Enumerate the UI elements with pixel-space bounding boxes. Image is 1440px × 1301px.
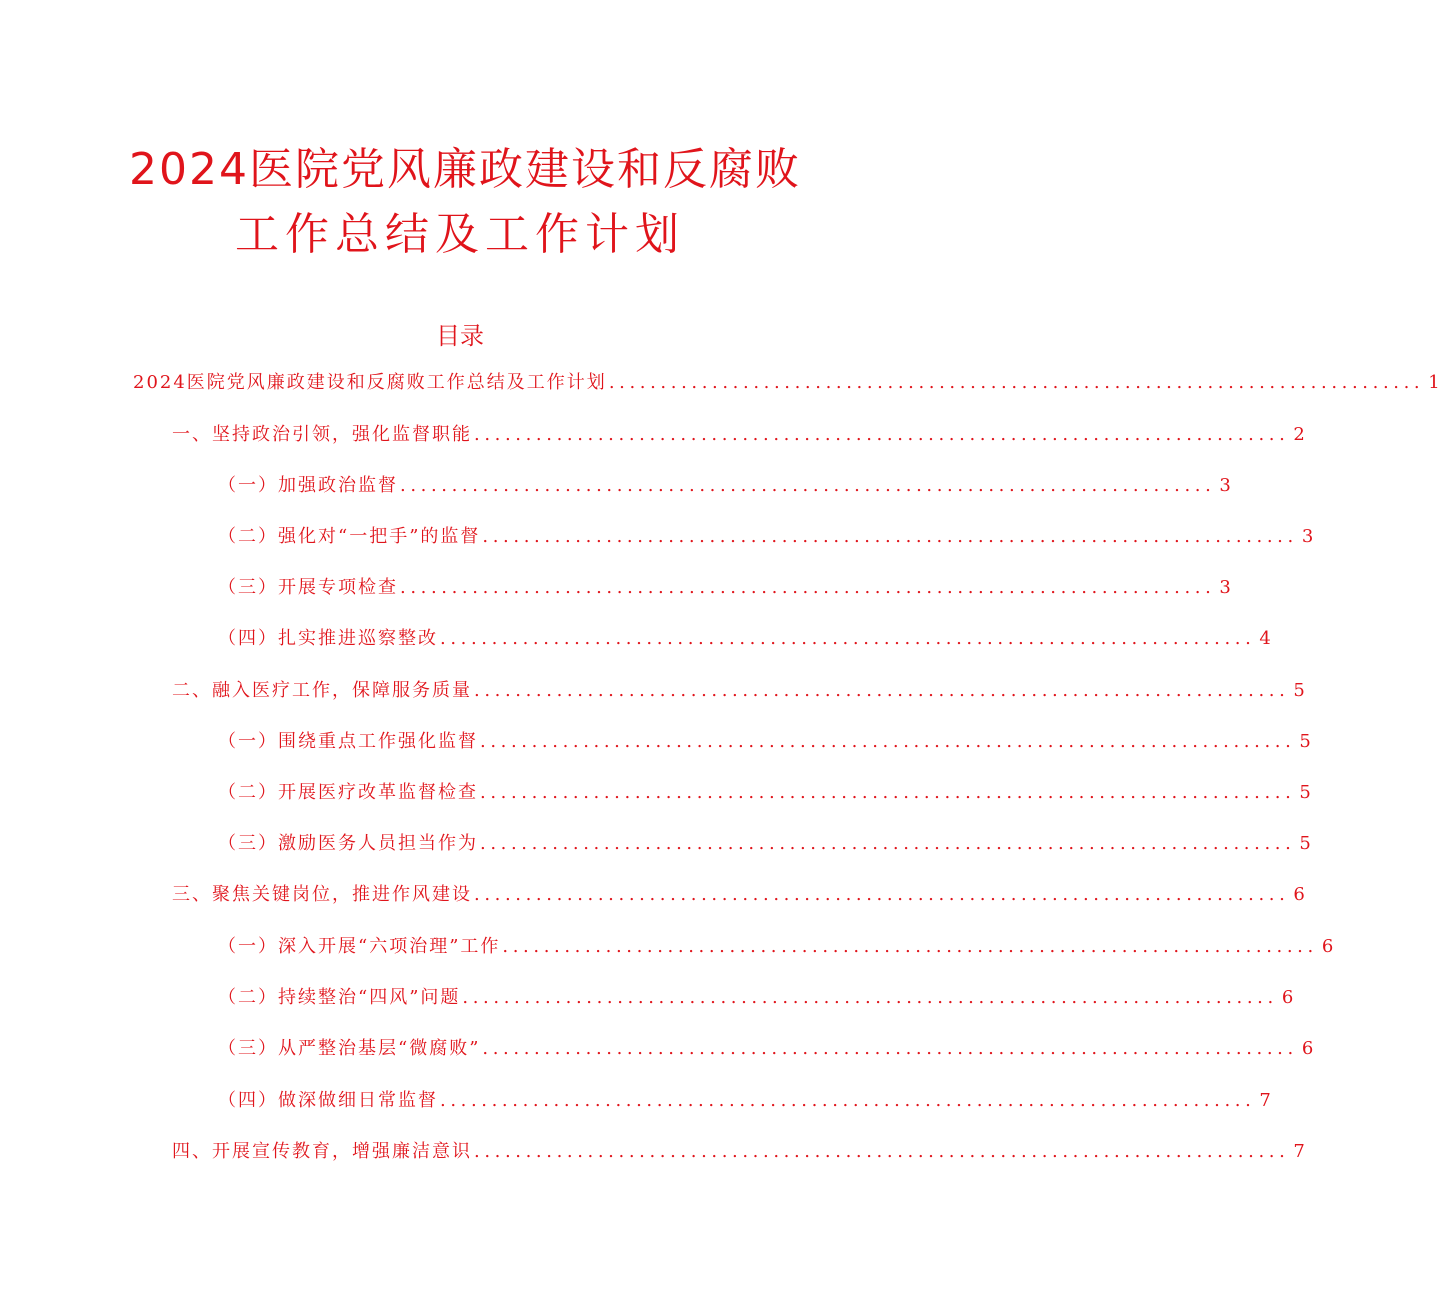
document-title-line2: 工作总结及工作计划 — [235, 209, 685, 260]
toc-entry-text: （二）强化对“一把手”的监督 — [218, 526, 481, 547]
toc-leader-dots: ............................................................................... — [480, 782, 1296, 803]
toc-leader-dots: ............................................................................... — [400, 577, 1216, 598]
toc-page-number: 6 — [1293, 884, 1305, 905]
toc-page-number: 6 — [1281, 987, 1294, 1008]
toc-entry-text: （三）开展专项检查 — [218, 577, 398, 598]
toc-leader-dots: ............................................................................... — [440, 1090, 1256, 1111]
toc-entry[interactable] — [218, 932, 1334, 962]
toc-leader-dots: ............................................................................... — [462, 987, 1278, 1008]
toc-page-number: 5 — [1293, 680, 1305, 701]
toc-leader-dots: ............................................................................... — [474, 424, 1290, 445]
toc-leader-dots: ............................................................................... — [482, 1038, 1298, 1059]
toc-entry[interactable] — [218, 778, 1311, 808]
toc-entry[interactable] — [218, 624, 1271, 654]
toc-leader-dots: ............................................................................... — [474, 884, 1290, 905]
toc-leader-dots: ............................................................................... — [608, 372, 1425, 393]
toc-entry[interactable] — [218, 727, 1311, 757]
toc-entry-text: （一）深入开展“六项治理”工作 — [218, 936, 501, 957]
toc-entry[interactable] — [218, 1086, 1271, 1116]
toc-entry-text: （二）开展医疗改革监督检查 — [218, 782, 478, 803]
toc-leader-dots: ............................................................................... — [440, 628, 1256, 649]
toc-entry[interactable] — [172, 420, 1305, 450]
toc-page-number: 4 — [1259, 628, 1271, 649]
toc-page-number: 3 — [1301, 526, 1314, 547]
toc-page-number: 2 — [1293, 424, 1305, 445]
toc-entry-text: 四、开展宣传教育，增强廉洁意识 — [172, 1141, 472, 1162]
toc-entry[interactable] — [218, 573, 1231, 603]
toc-entry[interactable] — [172, 1137, 1305, 1167]
toc-entry[interactable] — [133, 368, 1440, 398]
toc-leader-dots: ............................................................................... — [480, 833, 1296, 854]
toc-entry-text: 2024医院党风廉政建设和反腐败工作总结及工作计划 — [133, 372, 607, 393]
toc-heading: 目录 — [436, 322, 484, 350]
document-title-line1: 2024医院党风廉政建设和反腐败 — [129, 144, 801, 195]
toc-page-number: 6 — [1321, 936, 1334, 957]
toc-page-number: 5 — [1299, 833, 1311, 854]
toc-entry[interactable] — [218, 983, 1294, 1013]
toc-leader-dots: ............................................................................... — [400, 475, 1216, 496]
toc-page-number: 7 — [1293, 1141, 1305, 1162]
toc-entry-text: （三）从严整治基层“微腐败” — [218, 1038, 481, 1059]
toc-entry[interactable] — [172, 880, 1305, 910]
toc-entry-text: （一）加强政治监督 — [218, 475, 398, 496]
toc-entry-text: （四）扎实推进巡察整改 — [218, 628, 438, 649]
toc-entry[interactable] — [218, 1034, 1314, 1064]
toc-entry-text: （一）围绕重点工作强化监督 — [218, 731, 478, 752]
toc-entry[interactable] — [218, 522, 1314, 552]
toc-page-number: 3 — [1219, 577, 1231, 598]
toc-entry-text: （二）持续整治“四风”问题 — [218, 987, 461, 1008]
toc-page-number: 7 — [1259, 1090, 1271, 1111]
toc-page-number: 6 — [1301, 1038, 1314, 1059]
toc-page-number: 3 — [1219, 475, 1231, 496]
toc-entry-text: （四）做深做细日常监督 — [218, 1090, 438, 1111]
toc-entry[interactable] — [218, 471, 1231, 501]
toc-leader-dots: ............................................................................... — [474, 680, 1290, 701]
toc-entry-text: 三、聚焦关键岗位，推进作风建设 — [172, 884, 472, 905]
toc-entry-text: 二、融入医疗工作，保障服务质量 — [172, 680, 472, 701]
toc-entry[interactable] — [172, 676, 1305, 706]
toc-leader-dots: ............................................................................... — [482, 526, 1298, 547]
toc-page-number: 5 — [1299, 731, 1311, 752]
toc-leader-dots: ............................................................................... — [502, 936, 1318, 957]
toc-leader-dots: ............................................................................... — [474, 1141, 1290, 1162]
toc-entry-text: （三）激励医务人员担当作为 — [218, 833, 478, 854]
toc-page-number: 1 — [1428, 372, 1440, 393]
toc-entry[interactable] — [218, 829, 1311, 859]
toc-leader-dots: ............................................................................... — [480, 731, 1296, 752]
toc-page-number: 5 — [1299, 782, 1311, 803]
toc-entry-text: 一、坚持政治引领，强化监督职能 — [172, 424, 472, 445]
